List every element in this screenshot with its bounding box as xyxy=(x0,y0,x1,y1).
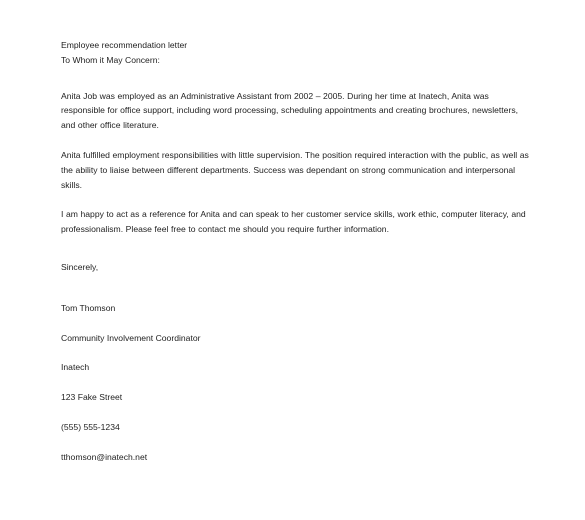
recommendation-letter xyxy=(61,38,531,465)
letter-closing: Sincerely, xyxy=(61,261,99,272)
signature-email: tthomson@inatech.net xyxy=(61,451,148,462)
signature-phone: (555) 555-1234 xyxy=(61,421,120,432)
letter-paragraph-responsibilities: Anita fulfilled employment responsibilities with little supervision. The position required interaction with the public, as well as the ability to liaise between different departments. Success was dependant on strong communication and interpersonal skills. xyxy=(61,149,529,190)
signature-address: 123 Fake Street xyxy=(61,392,123,403)
letter-title: Employee recommendation letter xyxy=(61,40,188,50)
letter-salutation: To Whom it May Concern: xyxy=(61,54,160,65)
letter-paragraph-reference: I am happy to act as a reference for Anita and can speak to her customer service skills, work ethic, computer literacy, and professionalism. Please feel free to contact me should you require further information. xyxy=(61,209,526,235)
signature-title: Community Involvement Coordinator xyxy=(61,332,201,343)
letter-paragraph-employment: Anita Job was employed as an Administrative Assistant from 2002 – 2005. During her time at Inatech, Anita was responsible for office support, including word processing, scheduling appointments and creating brochures, newsletters, and other office literature. xyxy=(61,90,519,131)
signature-company: Inatech xyxy=(61,362,90,373)
signature-name: Tom Thomson xyxy=(61,302,116,313)
